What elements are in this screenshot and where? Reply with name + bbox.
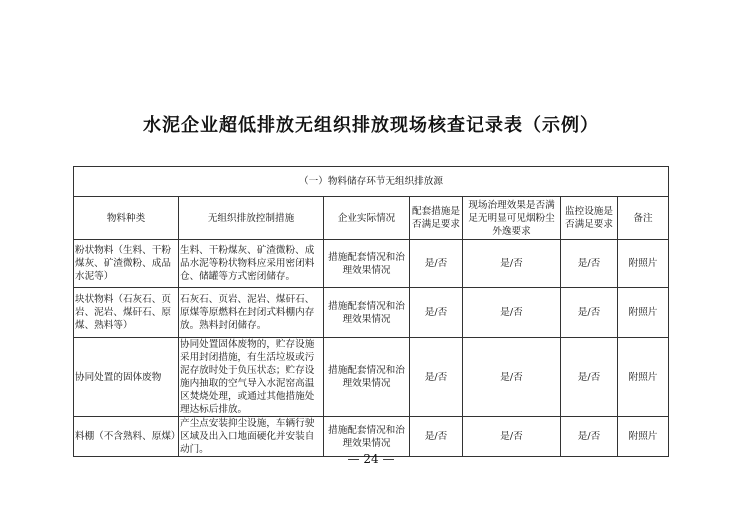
actual-cell: 措施配套情况和治理效果情况 bbox=[324, 338, 410, 417]
table-row bbox=[74, 288, 669, 338]
supporting-cell: 是/否 bbox=[410, 338, 463, 417]
measure-cell: 石灰石、页岩、泥岩、煤矸石、原煤等原燃料在封闭式料棚内存放。熟料封闭储存。 bbox=[179, 288, 324, 338]
header-note: 备注 bbox=[618, 197, 669, 240]
note-cell: 附照片 bbox=[618, 288, 669, 338]
header-material: 物料种类 bbox=[74, 197, 179, 240]
monitoring-cell: 是/否 bbox=[561, 338, 618, 417]
monitoring-cell: 是/否 bbox=[561, 417, 618, 457]
note-cell: 附照片 bbox=[618, 240, 669, 288]
effect-cell: 是/否 bbox=[463, 338, 561, 417]
measure-cell: 产尘点安装抑尘设施，车辆行驶区域及出入口地面硬化并安装自动门。 bbox=[179, 417, 324, 457]
section-heading: （一）物料储存环节无组织排放源 bbox=[74, 167, 669, 197]
monitoring-cell: 是/否 bbox=[561, 288, 618, 338]
material-cell: 块状物料（石灰石、页岩、泥岩、煤矸石、原煤、熟料等） bbox=[74, 288, 179, 338]
monitoring-cell: 是/否 bbox=[561, 240, 618, 288]
table-row bbox=[74, 338, 669, 417]
table-row bbox=[74, 417, 669, 457]
effect-cell: 是/否 bbox=[463, 288, 561, 338]
header-effect: 现场治理效果是否满足无明显可见烟粉尘外逸要求 bbox=[463, 197, 561, 240]
note-cell: 附照片 bbox=[618, 338, 669, 417]
actual-cell: 措施配套情况和治理效果情况 bbox=[324, 417, 410, 457]
table-row bbox=[74, 240, 669, 288]
header-actual: 企业实际情况 bbox=[324, 197, 410, 240]
actual-cell: 措施配套情况和治理效果情况 bbox=[324, 288, 410, 338]
supporting-cell: 是/否 bbox=[410, 417, 463, 457]
header-monitoring: 监控设施是否满足要求 bbox=[561, 197, 618, 240]
header-measure: 无组织排放控制措施 bbox=[179, 197, 324, 240]
actual-cell: 措施配套情况和治理效果情况 bbox=[324, 240, 410, 288]
supporting-cell: 是/否 bbox=[410, 288, 463, 338]
effect-cell: 是/否 bbox=[463, 417, 561, 457]
inspection-table bbox=[73, 166, 669, 457]
effect-cell: 是/否 bbox=[463, 240, 561, 288]
supporting-cell: 是/否 bbox=[410, 240, 463, 288]
measure-cell: 生料、干粉煤灰、矿渣微粉、成品水泥等粉状物料应采用密闭料仓、储罐等方式密闭储存。 bbox=[179, 240, 324, 288]
header-supporting: 配套措施是否满足要求 bbox=[410, 197, 463, 240]
page-number: — 24 — bbox=[347, 452, 395, 466]
page-title: 水泥企业超低排放无组织排放现场核查记录表（示例） bbox=[143, 115, 599, 136]
material-cell: 协同处置的固体废物 bbox=[74, 338, 179, 417]
measure-cell: 协同处置固体废物的，贮存设施采用封闭措施，有生活垃圾或污泥存放时处于负压状态；贮存设施内抽取的空气导入水泥窑高温区焚烧处理，或通过其他措施处理达标后排放。 bbox=[179, 338, 324, 417]
material-cell: 粉状物料（生料、干粉煤灰、矿渣微粉、成品水泥等） bbox=[74, 240, 179, 288]
material-cell: 料棚（不含熟料、原煤） bbox=[74, 417, 179, 457]
note-cell: 附照片 bbox=[618, 417, 669, 457]
